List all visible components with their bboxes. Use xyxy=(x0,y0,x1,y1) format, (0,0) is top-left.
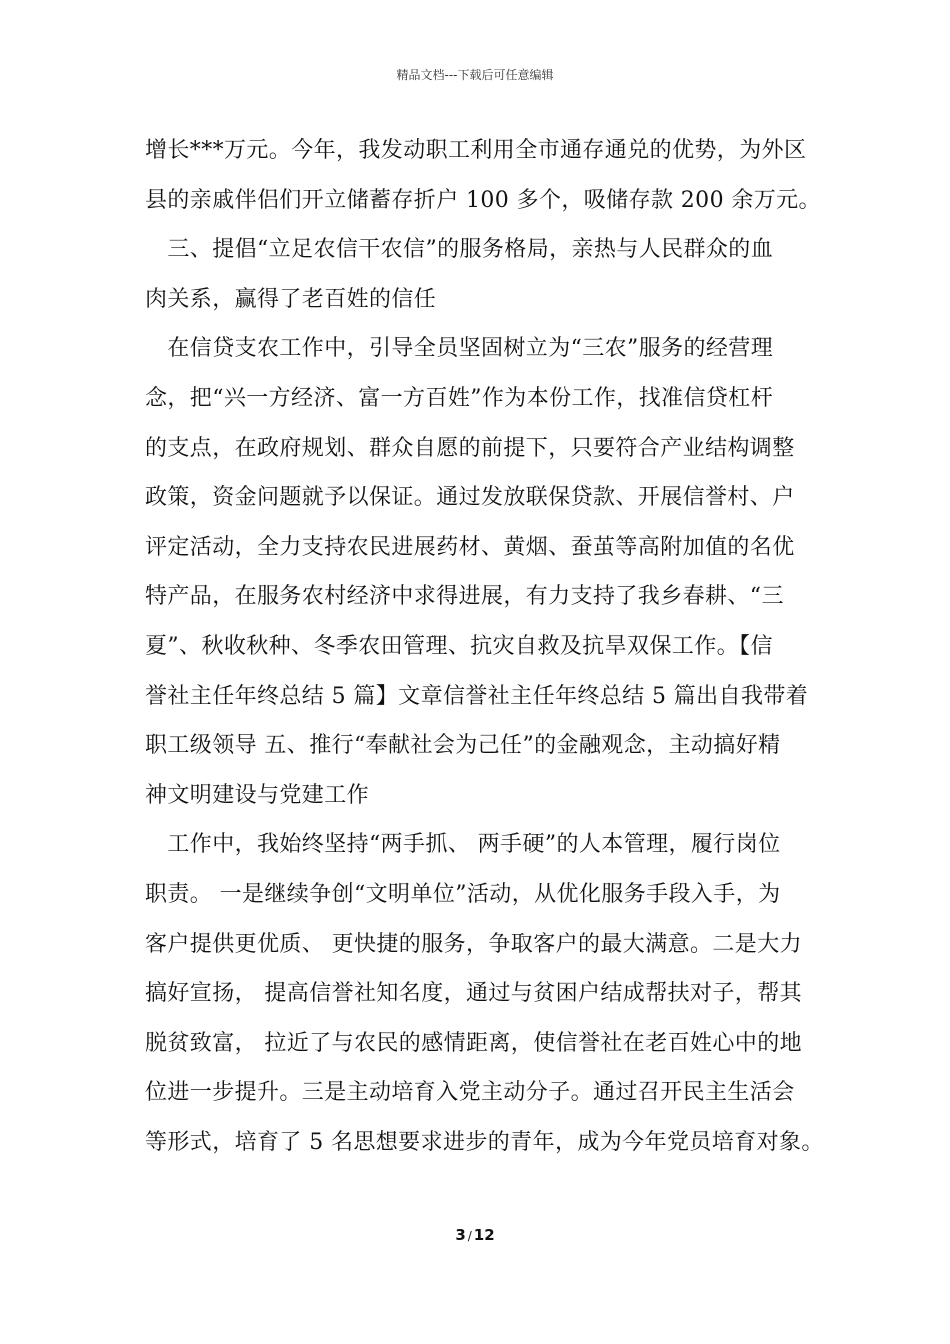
text-line: 在信贷支农工作中，引导全员坚固树立为“三农”服务的经营理 xyxy=(145,336,774,362)
current-page: 3 xyxy=(455,1226,466,1244)
page-number xyxy=(0,1226,950,1244)
text-line: 政策，资金问题就予以保证。通过发放联保贷款、开展信誉村、户 xyxy=(145,485,795,511)
text-line: 职责。 一是继续争创“文明单位”活动，从优化服务手段入手，为 xyxy=(145,881,781,907)
text-line: 评定活动，全力支持农民进展药材、黄烟、蚕茧等高附加值的名优 xyxy=(145,534,795,560)
text-line: 的支点，在政府规划、群众自愿的前提下，只要符合产业结构调整 xyxy=(145,435,795,461)
page-separator: / xyxy=(467,1229,472,1243)
text-line: 脱贫致富， 拉近了与农民的感情距离，使信誉社在老百姓心中的地 xyxy=(145,1030,802,1056)
text-line: 客户提供更优质、 更快捷的服务，争取客户的最大满意。二是大力 xyxy=(145,931,802,957)
text-line: 位进一步提升。三是主动培育入党主动分子。通过召开民主生活会 xyxy=(145,1080,795,1106)
text-line: 增长***万元。今年，我发动职工利用全市通存通兑的优势，为外区 xyxy=(145,138,807,163)
text-line: 特产品，在服务农村经济中求得进展，有力支持了我乡春耕、“三 xyxy=(145,584,784,610)
document-body xyxy=(145,126,824,1167)
text-line: 念，把“兴一方经济、富一方百姓”作为本份工作，找准信贷杠杆 xyxy=(145,385,774,411)
text-line: 工作中，我始终坚持“两手抓、 两手硬”的人本管理，履行岗位 xyxy=(145,832,781,858)
text-line: 职工级领导 五、推行“奉献社会为己任”的金融观念，主动搞好精 xyxy=(145,733,781,759)
page-header: 精品文档---下载后可任意编辑 xyxy=(396,68,554,82)
text-line: 搞好宣扬， 提高信誉社知名度，通过与贫困户结成帮扶对子，帮其 xyxy=(145,981,802,1007)
text-line: 肉关系，赢得了老百姓的信任 xyxy=(145,286,437,312)
total-pages: 12 xyxy=(473,1226,495,1244)
text-line: 三、提倡“立足农信干农信”的服务格局，亲热与人民群众的血 xyxy=(145,237,774,263)
text-line: 县的亲戚伴侣们开立储蓄存折户 100 多个，吸储存款 200 余万元。 xyxy=(145,187,821,213)
text-line: 誉社主任年终总结 5 篇】文章信誉社主任年终总结 5 篇出自我带着 xyxy=(145,683,809,709)
text-line: 夏”、秋收秋种、冬季农田管理、抗灾自救及抗旱双保工作。【信 xyxy=(145,633,773,659)
text-line: 神文明建设与党建工作 xyxy=(145,782,370,808)
text-line: 等形式，培育了 5 名思想要求进步的青年，成为今年党员培育对象。 xyxy=(145,1129,824,1155)
